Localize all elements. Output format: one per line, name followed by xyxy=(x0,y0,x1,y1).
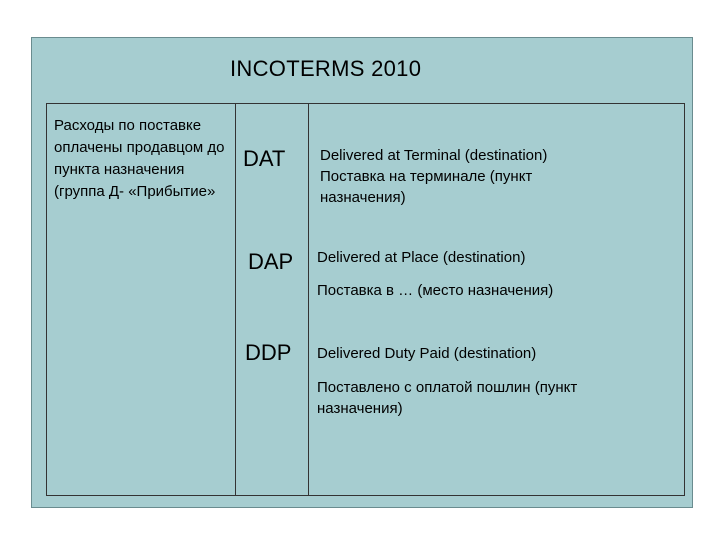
term-code-dat: DAT xyxy=(243,146,286,171)
term-code-dap: DAP xyxy=(248,249,294,274)
term-russian-ddp: Поставлено с оплатой пошлин (пункт назначения) xyxy=(317,379,578,417)
slide-title: INCOTERMS 2010 xyxy=(230,56,422,81)
term-desc-dat xyxy=(320,145,620,208)
term-english-dap: Delivered at Place (destination) xyxy=(317,249,526,266)
term-english-ddp: Delivered Duty Paid (destination) xyxy=(317,345,537,362)
group-description: Расходы по поставке оплачены продавцом до пункта назначения (группа Д- «Прибытие» xyxy=(54,117,225,200)
term-english-dat: Delivered at Terminal (destination) xyxy=(320,147,548,164)
column-divider-1 xyxy=(235,103,236,496)
term-russian-dat: Поставка на терминале (пункт назначения) xyxy=(320,168,533,206)
term-code-ddp: DDP xyxy=(245,340,292,365)
term-russian-dap: Поставка в … (место назначения) xyxy=(317,282,554,299)
column-divider-2 xyxy=(308,103,309,496)
